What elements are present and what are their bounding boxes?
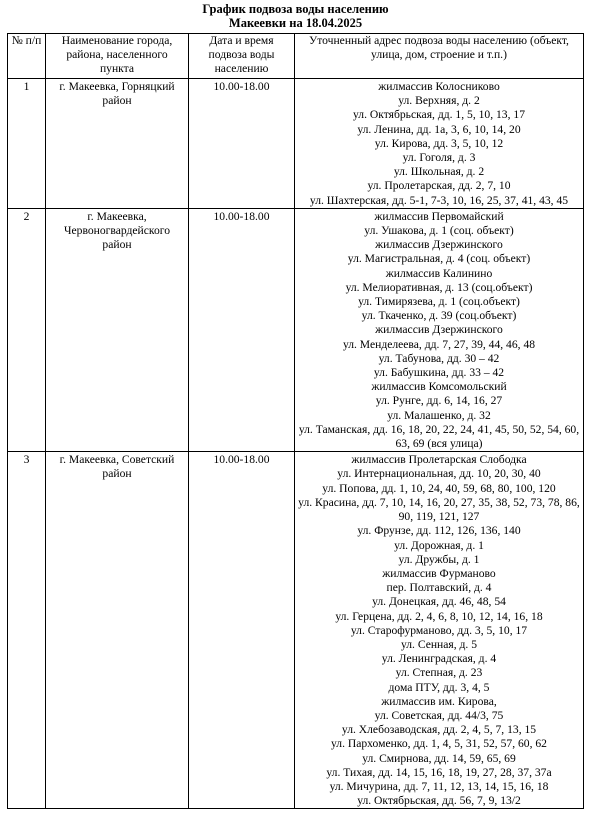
address-line: ул. Герцена, дд. 2, 4, 6, 8, 10, 12, 14, 16, 18 xyxy=(335,609,543,623)
table-row xyxy=(8,79,584,209)
address-line: ул. Кирова, дд. 3, 5, 10, 12 xyxy=(374,136,504,150)
address-line: ул. Октябрьская, дд. 1, 5, 10, 13, 17 xyxy=(353,108,525,122)
address-line: ул. Рунге, дд. 6, 14, 16, 27 xyxy=(375,394,503,408)
address-line: жилмассив Пролетарская Слободка xyxy=(351,453,527,467)
address-line: ул. Дружбы, д. 1 xyxy=(398,552,480,566)
address-line: ул. Смирнова, дд. 14, 59, 65, 69 xyxy=(362,751,516,765)
row-name: г. Макеевка, Червоногвардейского район xyxy=(46,208,189,451)
address-line: пер. Полтавский, д. 4 xyxy=(386,581,492,595)
address-line: ул. Пролетарская, дд. 2, 7, 10 xyxy=(367,179,511,193)
row-name: г. Макеевка, Горняцкий район xyxy=(46,79,189,209)
document-title xyxy=(0,2,591,30)
address-line: жилмассив Калинино xyxy=(385,266,493,280)
address-line: ул. Мелиоративная, д. 13 (соц.объект) xyxy=(345,280,533,294)
title-line-2: Макеевки на 18.04.2025 xyxy=(228,16,363,30)
table-row xyxy=(8,452,584,809)
address-line: ул. Шахтерская, дд. 5-1, 7-3, 10, 16, 25, 37, 41, 43, 45 xyxy=(309,193,569,207)
table-body xyxy=(8,79,584,809)
address-line: ул. Бабушкина, дд. 33 – 42 xyxy=(373,366,505,380)
row-num: 2 xyxy=(8,208,46,451)
address-line: жилмассив Дзержинского xyxy=(375,238,503,252)
row-time: 10.00-18.00 xyxy=(189,79,295,209)
row-num: 3 xyxy=(8,452,46,809)
address-line: ул. Менделеева, дд. 7, 27, 39, 44, 46, 48 xyxy=(342,337,536,351)
address-line: ул. Таманская, дд. 16, 18, 20, 22, 24, 41, 45, 50, 52, 54, 60, 63, 69 (вся улица) xyxy=(298,422,580,451)
table-header-row xyxy=(8,34,584,79)
address-line: ул. Верхняя, д. 2 xyxy=(398,94,480,108)
header-num: № п/п xyxy=(8,34,46,79)
table-row xyxy=(8,208,584,451)
title-line-1: График подвоза воды населению xyxy=(202,2,389,16)
address-line: ул. Сенная, д. 5 xyxy=(400,637,478,651)
address-line: жилмассив Первомайский xyxy=(374,209,504,223)
address-line: ул. Попова, дд. 1, 10, 24, 40, 59, 68, 80, 100, 120 xyxy=(322,481,556,495)
address-line: ул. Ленинградская, д. 4 xyxy=(381,652,497,666)
header-address: Уточненный адрес подвоза воды населению (объект, улица, дом, строение и т.п.) xyxy=(295,34,584,79)
address-line: ул. Пархоменко, дд. 1, 4, 5, 31, 52, 57, 60, 62 xyxy=(331,737,547,751)
address-line: ул. Ленина, дд. 1а, 3, 6, 10, 14, 20 xyxy=(357,122,521,136)
address-line: жилмассив Фурманово xyxy=(382,566,496,580)
row-time: 10.00-18.00 xyxy=(189,452,295,809)
row-num: 1 xyxy=(8,79,46,209)
address-line: ул. Мичурина, дд. 7, 11, 12, 13, 14, 15, 16, 18 xyxy=(329,779,549,793)
address-line: ул. Степная, д. 23 xyxy=(395,666,483,680)
address-line: ул. Донецкая, дд. 46, 48, 54 xyxy=(372,595,506,609)
row-addresses xyxy=(295,452,584,809)
address-line: дома ПТУ, дд. 3, 4, 5 xyxy=(388,680,490,694)
row-addresses xyxy=(295,208,584,451)
address-line: жилмассив Комсомольский xyxy=(371,380,507,394)
address-line: ул. Советская, дд. 44/3, 75 xyxy=(374,708,504,722)
address-line: ул. Тихая, дд. 14, 15, 16, 18, 19, 27, 28, 37, 37а xyxy=(326,765,552,779)
address-line: ул. Магистральная, д. 4 (соц. объект) xyxy=(347,252,531,266)
address-line: ул. Ткаченко, д. 39 (соц.объект) xyxy=(361,309,517,323)
address-line: ул. Малашенко, д. 32 xyxy=(387,408,491,422)
address-line: ул. Интернациональная, дд. 10, 20, 30, 40 xyxy=(337,467,541,481)
address-line: ул. Красина, дд. 7, 10, 14, 16, 20, 27, 35, 38, 52, 73, 78, 86, 90, 119, 121, 127 xyxy=(298,495,580,524)
header-time: Дата и время подвоза воды населению xyxy=(189,34,295,79)
address-line: жилмассив Дзержинского xyxy=(375,323,503,337)
address-line: ул. Старофурманово, дд. 3, 5, 10, 17 xyxy=(350,623,528,637)
address-line: жилмассив Колосниково xyxy=(378,80,500,93)
address-line: ул. Хлебозаводская, дд. 2, 4, 5, 7, 13, 15 xyxy=(341,723,537,737)
address-line: ул. Табунова, дд. 30 – 42 xyxy=(378,351,500,365)
address-line: ул. Гоголя, д. 3 xyxy=(402,151,476,165)
row-name: г. Макеевка, Советский район xyxy=(46,452,189,809)
row-addresses xyxy=(295,79,584,209)
row-time: 10.00-18.00 xyxy=(189,208,295,451)
water-schedule-table xyxy=(7,33,584,809)
address-line: жилмассив им. Кирова, xyxy=(381,694,497,708)
address-line: ул. Дорожная, д. 1 xyxy=(394,538,484,552)
address-line: ул. Школьная, д. 2 xyxy=(393,165,485,179)
address-line: ул. Тимирязева, д. 1 (соц.объект) xyxy=(358,295,520,309)
header-name: Наименование города, района, населенного пункта xyxy=(46,34,189,79)
address-line: ул. Ушакова, д. 1 (соц. объект) xyxy=(364,224,514,238)
address-line: ул. Октябрьская, дд. 56, 7, 9, 13/2 xyxy=(357,794,521,808)
address-line: ул. Фрунзе, дд. 112, 126, 136, 140 xyxy=(357,524,521,538)
